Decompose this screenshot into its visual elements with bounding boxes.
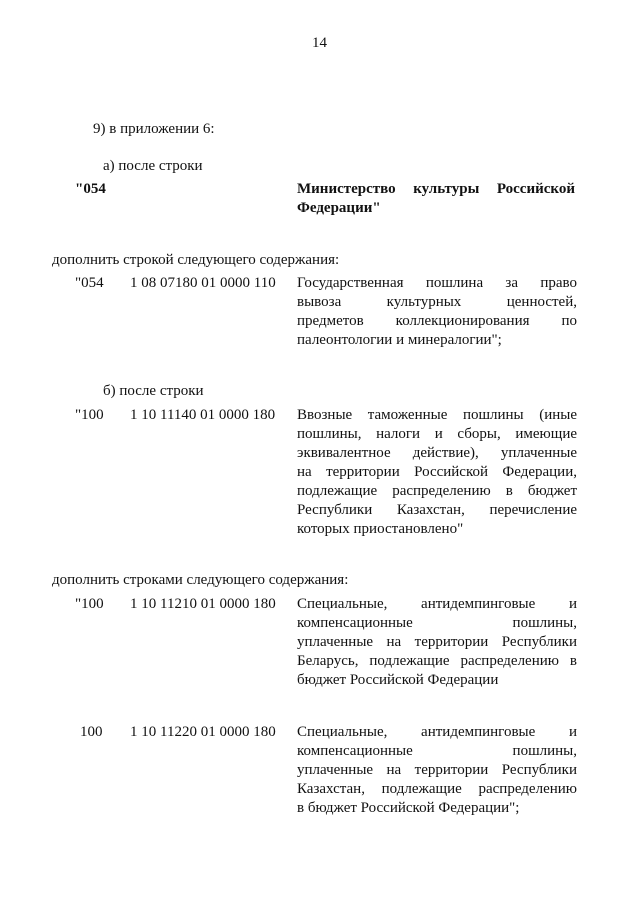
row-100-b-description (297, 595, 577, 690)
page-number: 14 (312, 35, 327, 51)
description-line: пошлины, налоги и сборы, имеющие (297, 426, 577, 442)
item-9-heading: 9) в приложении 6: (93, 121, 215, 137)
sub-b-heading: б) после строки (103, 383, 204, 399)
row-100-c-kbk: 1 10 11220 01 0000 180 (130, 724, 276, 740)
description-line: в бюджет Российской Федерации"; (297, 800, 520, 816)
description-line: Ввозные таможенные пошлины (иные (297, 407, 577, 423)
description-line: Беларусь, подлежащие распределению в (297, 653, 577, 669)
row-100-c-description (297, 723, 577, 818)
row-100-a-kbk: 1 10 11140 01 0000 180 (130, 407, 276, 423)
row-054-header-line: Министерство культуры Российской (297, 181, 575, 197)
sub-a-heading: а) после строки (103, 158, 203, 174)
description-line: Специальные, антидемпинговые и (297, 596, 577, 612)
description-line: подлежащие распределению в бюджет (297, 483, 577, 499)
description-line: предметов коллекционирования по (297, 313, 577, 329)
description-line: компенсационные пошлины, (297, 743, 577, 759)
description-line: Специальные, антидемпинговые и (297, 724, 577, 740)
description-line: Государственная пошлина за право (297, 275, 577, 291)
row-054-header-name (297, 180, 575, 218)
row-054-admin-code: "054 (75, 275, 104, 291)
row-100-a-description (297, 406, 577, 539)
row-100-b-kbk: 1 10 11210 01 0000 180 (130, 596, 276, 612)
description-line: на территории Российской Федерации, (297, 464, 577, 480)
add-rows-text: дополнить строками следующего содержания: (52, 572, 349, 588)
add-one-row-text: дополнить строкой следующего содержания: (52, 252, 340, 268)
row-100-c-admin-code: 100 (80, 724, 103, 740)
description-line: вывоза культурных ценностей, (297, 294, 577, 310)
description-line: эквивалентное действие), уплаченные (297, 445, 577, 461)
description-line: бюджет Российской Федерации (297, 672, 499, 688)
description-line: компенсационные пошлины, (297, 615, 577, 631)
row-054-kbk: 1 08 07180 01 0000 110 (130, 275, 276, 291)
row-054-header-code: "054 (75, 181, 106, 197)
description-line: Казахстан, подлежащие распределению (297, 781, 577, 797)
row-054-header-line: Федерации" (297, 200, 381, 216)
row-054-description (297, 274, 577, 350)
description-line: которых приостановлено" (297, 521, 464, 537)
description-line: Республики Казахстан, перечисление (297, 502, 577, 518)
row-100-b-admin-code: "100 (75, 596, 104, 612)
description-line: уплаченные на территории Республики (297, 634, 577, 650)
description-line: уплаченные на территории Республики (297, 762, 577, 778)
row-100-a-admin-code: "100 (75, 407, 104, 423)
description-line: палеонтологии и минералогии"; (297, 332, 502, 348)
